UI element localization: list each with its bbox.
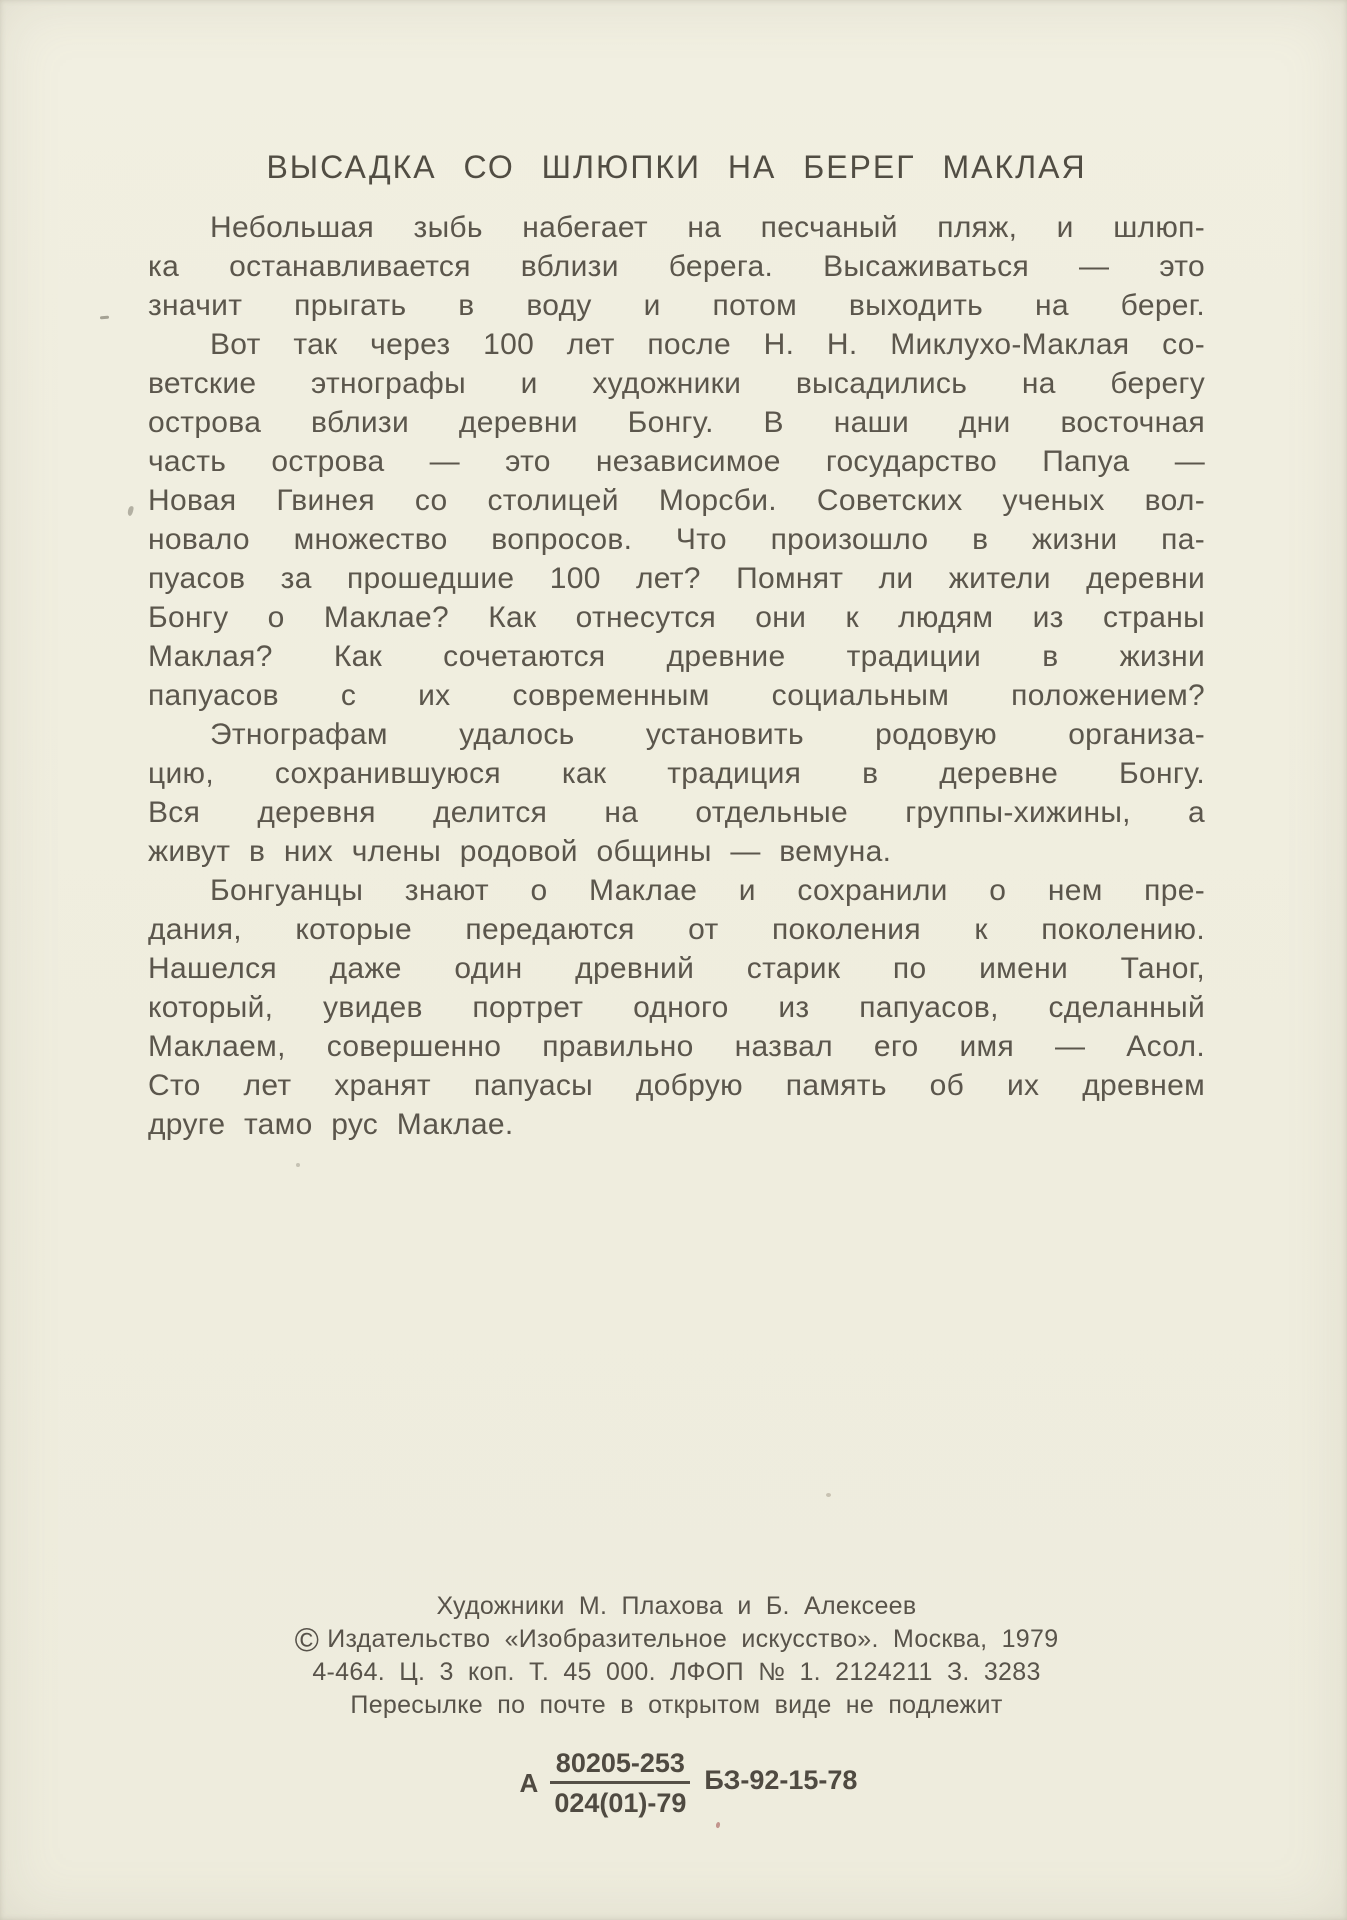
catalog-code-suffix: БЗ-92-15-78 bbox=[704, 1764, 858, 1795]
body-text-line: Нашелся даже один древний старик по имени Таног, bbox=[148, 952, 1205, 985]
body-text-line: Сто лет хранят папуасы добрую память об их древнем bbox=[148, 1069, 1205, 1102]
catalog-fraction bbox=[550, 1748, 690, 1818]
body-text-line: папуасов с их современным социальным положением? bbox=[148, 679, 1205, 712]
body-text-line: который, увидев портрет одного из папуасов, сделанный bbox=[148, 991, 1205, 1024]
body-text-line: часть острова — это независимое государство Папуа — bbox=[148, 445, 1205, 478]
body-text-line: Небольшая зыбь набегает на песчаный пляж, и шлюп- bbox=[210, 211, 1205, 244]
paper-speck bbox=[715, 1821, 721, 1828]
imprint-postal-line: Пересылке по почте в открытом виде не подлежит bbox=[350, 1691, 1003, 1719]
paper-speck bbox=[296, 1163, 300, 1167]
body-text-line: живут в них члены родовой общины — вемуна. bbox=[148, 835, 892, 868]
body-text-line: ка останавливается вблизи берега. Высаживаться — это bbox=[148, 250, 1205, 283]
body-text-line: цию, сохранившуюся как традиция в деревне Бонгу. bbox=[148, 757, 1205, 790]
body-text-line: пуасов за прошедшие 100 лет? Помнят ли жители деревни bbox=[148, 562, 1205, 595]
body-text-line: дания, которые передаются от поколения к поколению. bbox=[148, 913, 1205, 946]
copyright-icon: © bbox=[294, 1621, 320, 1658]
imprint-artists-line: Художники М. Плахова и Б. Алексеев bbox=[436, 1592, 917, 1620]
catalog-fraction-denominator: 024(01)-79 bbox=[554, 1788, 687, 1818]
imprint-publisher-text: Издательство «Изобразительное искусство». Москва, 1979 bbox=[327, 1625, 1059, 1653]
body-text-line: друге тамо рус Маклае. bbox=[148, 1108, 514, 1141]
paper-speck bbox=[100, 316, 109, 320]
catalog-code-block bbox=[160, 1748, 1217, 1818]
body-text-line: острова вблизи деревни Бонгу. В наши дни восточная bbox=[148, 406, 1205, 439]
body-text-line: Вот так через 100 лет после Н. Н. Миклухо-Маклая со- bbox=[210, 328, 1205, 361]
catalog-fraction-numerator: 80205-253 bbox=[555, 1748, 685, 1778]
body-text-line: Маклая? Как сочетаются древние традиции в жизни bbox=[148, 640, 1205, 673]
body-text-line: Новая Гвинея со столицей Морсби. Советских ученых вол- bbox=[148, 484, 1205, 517]
body-text-line: Бонгу о Маклае? Как отнесутся они к людям из страны bbox=[148, 601, 1205, 634]
body-text-line: Вся деревня делится на отдельные группы-хижины, а bbox=[148, 796, 1205, 829]
body-text-line: Маклаем, совершенно правильно назвал его имя — Асол. bbox=[148, 1030, 1205, 1063]
paper-speck bbox=[826, 1493, 831, 1497]
body-text bbox=[148, 208, 1205, 1144]
paper-speck bbox=[127, 506, 134, 517]
catalog-series-letter: А bbox=[519, 1767, 539, 1798]
imprint-block bbox=[148, 1590, 1205, 1722]
imprint-print-line: 4-464. Ц. 3 коп. Т. 45 000. ЛФОП № 1. 2124211 З. 3283 bbox=[312, 1658, 1041, 1686]
body-text-line: Этнографам удалось установить родовую организа- bbox=[210, 718, 1205, 751]
body-text-line: новало множество вопросов. Что произошло в жизни па- bbox=[148, 523, 1205, 556]
body-text-line: ветские этнографы и художники высадились на берегу bbox=[148, 367, 1205, 400]
imprint-publisher-line bbox=[148, 1623, 1205, 1656]
page-title: ВЫСАДКА СО ШЛЮПКИ НА БЕРЕГ МАКЛАЯ bbox=[266, 149, 1087, 186]
body-text-line: Бонгуанцы знают о Маклае и сохранили о нем пре- bbox=[210, 874, 1205, 907]
body-text-line: значит прыгать в воду и потом выходить на берег. bbox=[148, 289, 1205, 322]
fraction-rule bbox=[550, 1781, 690, 1784]
